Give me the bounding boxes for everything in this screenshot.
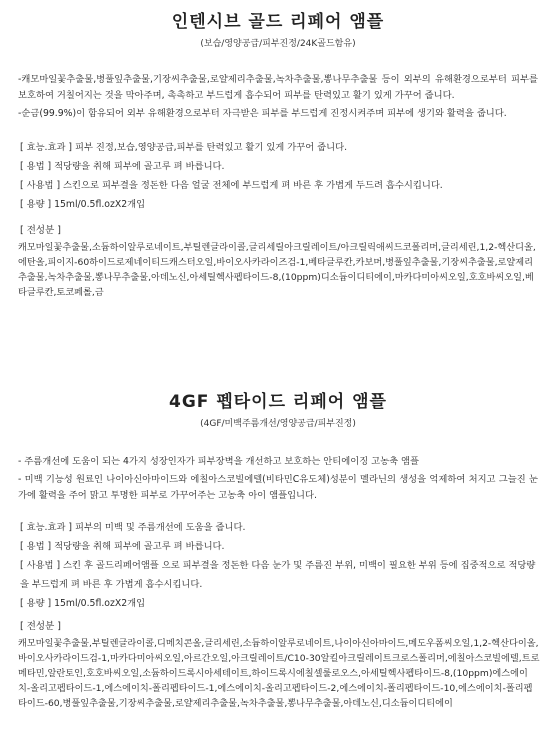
ingredients-header: [ 전성분 ]: [20, 621, 61, 632]
ingredients-list: 캐모마일꽃추출물,소듐하이알루로네이트,부틸렌글라이콜,글리세릴아크릴레이트/아크릴릭애씨드코폴리머,글리세린,1,2-헥산디올,에탄올,피이지-60하이드로제네이티드캐스터오일,바이오사카라이즈검-1,베타글루칸,카보머,병풀잎추출물,기장씨추출물,로얄제리추출물,녹차추출물,뽕나무추출물,아데노신,아세틸헥사펩타이드-8,(10ppm)디소듐이디티에이,마카다미아씨오일,호호바씨오일,베타글루칸,토코페롤,금: [18, 242, 536, 298]
product-info: [20, 138, 538, 214]
product-description: [18, 454, 538, 504]
description-paragraph: - 미백 기능성 원료인 나이아신아마이드와 에칠아스코빌에텔(비타민C유도체)성분이 멜라닌의 생성을 억제하여 처지고 그늘진 눈가에 활력을 주어 맑고 투명한 피부로 가꾸어주는 고농축 아이 앰플입니다.: [18, 474, 538, 501]
description-paragraph: -캐모마일꽃추출물,병풀잎추출물,기장씨추출물,로얄제리추출물,녹차추출물,뽕나무추출물 등이 외부의 유해환경으로부터 피부를 보호하여 거칠어지는 것을 막아주며, 촉촉하고 부드럽게 흡수되어 피부를 탄력있고 활기 있게 가꾸어 줍니다.: [18, 74, 538, 101]
info-dosage: [ 용법 ] 적당량을 취해 피부에 골고루 펴 바릅니다.: [20, 161, 225, 172]
product-subtitle: (4GF/미백주름개선/영양공급/피부진정): [200, 419, 356, 429]
info-usage: [ 사용법 ] 스킨으로 피부결을 정돈한 다음 얼굴 전체에 부드럽게 펴 바른 후 가볍게 두드려 흡수시킵니다.: [20, 180, 443, 191]
product-description: [18, 72, 538, 122]
info-volume: [ 용량 ] 15ml/0.5fl.ozX2개입: [20, 598, 146, 609]
ingredients-header: [ 전성분 ]: [20, 225, 61, 236]
info-efficacy: [ 효능.효과 ] 피부의 미백 및 주름개선에 도움을 줍니다.: [20, 522, 246, 533]
product-title: 4GF 펩타이드 리페어 앰플: [169, 392, 387, 412]
info-efficacy: [ 효능.효과 ] 피부 진정,보습,영양공급,피부를 탄력있고 활기 있게 가꾸어 줍니다.: [20, 142, 348, 153]
product-section-gold-repair-ampoule: [0, 10, 556, 300]
product-section-4gf-peptide-ampoule: [0, 390, 556, 711]
product-info: [20, 518, 538, 613]
info-volume: [ 용량 ] 15ml/0.5fl.ozX2개입: [20, 199, 146, 210]
description-paragraph: - 주름개선에 도움이 되는 4가지 성장인자가 피부장벽을 개선하고 보호하는 안티에이징 고농축 앰플: [18, 456, 420, 467]
product-subtitle: (보습/영양공급/피부진정/24K골드함유): [200, 39, 356, 49]
info-usage: [ 사용법 ] 스킨 후 골드리페어앰플 으로 피부결을 정돈한 다음 눈가 및 주름진 부위, 미백이 필요한 부위 등에 집중적으로 적당량을 부드럽게 펴 바른 후 가볍게 흡수시킵니다.: [20, 560, 536, 590]
info-dosage: [ 용법 ] 적당량을 취해 피부에 골고루 펴 바릅니다.: [20, 541, 225, 552]
description-paragraph: -순금(99.9%)이 함유되어 외부 유해환경으로부터 자극받은 피부를 부드럽게 진정시켜주며 피부에 생기와 활력을 줍니다.: [18, 108, 507, 119]
product-title: 인텐시브 골드 리페어 앰플: [171, 12, 385, 32]
ingredients-list: 캐모마일꽃추출물,부틸렌글라이콜,디메치콘올,글리세린,소듐하이알루로네이트,나이아신아마이드,메도우폼씨오일,1,2-헥산다이올,바이오사카라이드검-1,마카다미아씨오일,아르간오일,아크릴레이트/C10-30알킬아크릴레이트크로스폴리머,에칠아스코빌에텔,트로메타민,알란토인,호호바씨오일,소듐하이드록시아세테이트,하이드록시에칠셀룰로오스,아세틸헥사펩타이드-8,(10ppm)에스에이치-올리고펩타이드-1,에스에이치-폴리펩타이드-1,에스에이치-올리고펩타이드-2,에스에이치-폴리펩타이드-10,에스에이치-폴리펩타이드-60,병풀잎추출물,기장씨추출물,로얄제리추출물,녹차추출물,뽕나무추출물,아데노신,디소듐이디티에이: [18, 638, 540, 709]
